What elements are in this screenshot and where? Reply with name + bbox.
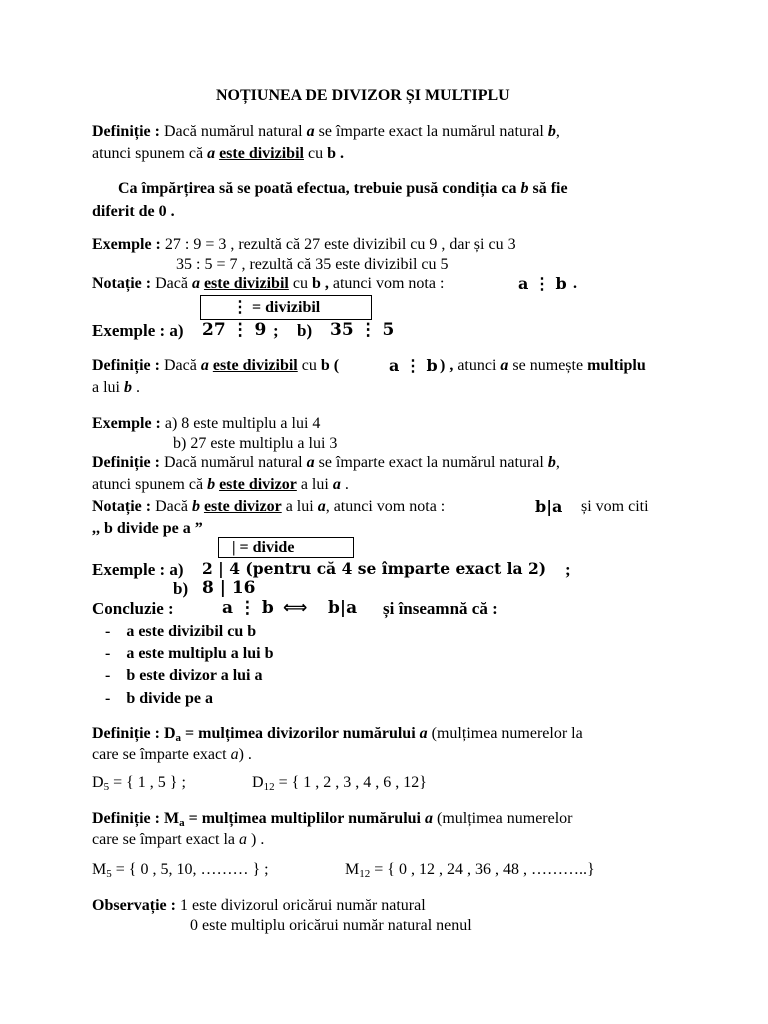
- set-m5: [92, 862, 269, 878]
- text: ) .: [247, 831, 265, 848]
- conclusion-formula-1: a ⋮ b: [222, 598, 274, 618]
- condition-line-1: [118, 181, 568, 197]
- text: = { 0 , 12 , 24 , 36 , 48 , ………..}: [370, 861, 595, 878]
- text: se împarte exact la numărul natural: [314, 454, 548, 471]
- text: Dacă: [151, 275, 192, 292]
- text: a lui: [296, 476, 333, 493]
- term-divisible: este divizibil: [203, 275, 289, 292]
- var-a: a: [200, 357, 209, 374]
- var-a: a: [191, 275, 200, 292]
- definition-label: Definiție :: [92, 123, 160, 140]
- notation-2-formula: b|a: [535, 497, 563, 516]
- definition-2-line-1-end: [440, 358, 646, 374]
- var-b: b: [547, 123, 556, 140]
- observation-line-2: 0 este multiplu oricărui număr natural nenul: [190, 917, 472, 934]
- conclusion-item-2: - a este multiplu a lui b: [105, 645, 274, 662]
- term-divisible: este divizibil: [212, 357, 298, 374]
- text: = mulțimea divizorilor numărului: [181, 725, 420, 742]
- definition-5-line-1: [92, 811, 573, 827]
- notation-1-dot: .: [573, 275, 577, 292]
- definition-label: Definiție :: [92, 357, 160, 374]
- set-m12: [345, 862, 595, 878]
- text: , atunci vom nota :: [325, 498, 446, 515]
- text: D: [92, 774, 104, 791]
- text: 12: [359, 868, 371, 880]
- var-b: b: [520, 180, 529, 197]
- example-separator: ;: [565, 560, 571, 579]
- var-b: b .: [327, 145, 344, 162]
- var-a: a: [306, 454, 315, 471]
- example-separator: ;: [273, 321, 279, 340]
- conclusion-formula-2: b|a: [328, 598, 358, 618]
- text: = { 1 , 2 , 3 , 4 , 6 , 12}: [274, 774, 427, 791]
- text: cu: [288, 275, 312, 292]
- text: Ca împărțirea să se poată efectua, trebuie pusă condiția ca: [118, 180, 521, 197]
- notation-1-line: [92, 276, 444, 292]
- text: care se împart exact la: [92, 831, 240, 848]
- text: ) ,: [440, 357, 454, 374]
- definition-label: Definiție :: [92, 810, 160, 827]
- legend-divisible-text: ⋮ = divizibil: [232, 299, 321, 316]
- examples-label: Exemple :: [92, 415, 161, 432]
- text: .: [340, 476, 349, 493]
- observation-line-1: [92, 898, 426, 914]
- text: atunci spunem că: [92, 145, 208, 162]
- term-divisible: este divizibil: [219, 145, 304, 162]
- text: (mulțimea numerelor: [433, 810, 573, 827]
- term-divisor: este divizor: [203, 498, 282, 515]
- text: D: [252, 774, 264, 791]
- var-b: b: [124, 379, 132, 396]
- text: Dacă numărul natural: [159, 123, 307, 140]
- definition-2-line-1: [92, 358, 339, 374]
- example-b-label: b): [297, 321, 313, 340]
- var-a: a: [230, 746, 239, 763]
- text: M: [92, 861, 107, 878]
- text: atunci vom nota :: [328, 275, 445, 292]
- text: se împarte exact la numărul natural: [314, 123, 548, 140]
- examples-label: Exemple : a): [92, 321, 184, 340]
- text: să fie: [528, 180, 568, 197]
- examples-label: Exemple :: [92, 236, 161, 253]
- var-a: a: [306, 123, 315, 140]
- example-35-div-5: 35 ⋮ 5: [330, 320, 395, 340]
- text: Dacă: [159, 357, 201, 374]
- conclusion-item-1: - a este divizibil cu b: [105, 623, 257, 640]
- example-2-divides-4: 2 | 4 (pentru că 4 se împarte exact la 2): [202, 559, 547, 578]
- text: .: [132, 379, 140, 396]
- text: ,: [555, 123, 560, 140]
- text: ) .: [238, 746, 252, 763]
- conclusion-item-4: - b divide pe a: [105, 690, 214, 707]
- var-b: b: [547, 454, 556, 471]
- text: a lui: [281, 498, 318, 515]
- examples-4-line-1: [92, 561, 184, 578]
- var-a: a: [425, 810, 433, 827]
- conclusion-text: și înseamnă că :: [383, 599, 498, 618]
- definition-1-line-1: [92, 124, 560, 140]
- examples-3-line-1: [92, 416, 320, 432]
- var-a: a: [332, 476, 341, 493]
- text: = mulțimea multiplilor numărului: [184, 810, 425, 827]
- text: D: [159, 725, 176, 742]
- text: M: [345, 861, 360, 878]
- var-b: b: [207, 476, 216, 493]
- definition-2-line-2: [92, 380, 140, 396]
- definition-label: Definiție :: [92, 725, 160, 742]
- var-b: b: [320, 357, 330, 374]
- text: ,: [555, 454, 560, 471]
- var-b: b: [191, 498, 200, 515]
- examples-label: Exemple : a): [92, 560, 184, 579]
- definition-4-line-2: [92, 747, 252, 763]
- var-a: a: [239, 831, 248, 848]
- var-b: b ,: [311, 275, 329, 292]
- set-d5: [92, 775, 186, 791]
- examples-1-line-2: 35 : 5 = 7 , rezultă că 35 este divizibil cu 5: [176, 256, 449, 273]
- var-a: a: [317, 498, 326, 515]
- text: a) 8 este multiplu a lui 4: [160, 415, 321, 432]
- observation-label: Observație :: [92, 897, 176, 914]
- text: (: [329, 357, 340, 374]
- text: Dacă numărul natural: [159, 454, 307, 471]
- text: 5: [106, 868, 112, 880]
- notation-1-formula: a ⋮ b: [518, 274, 567, 293]
- conclusion-label: Concluzie :: [92, 599, 174, 618]
- definition-3-line-1: [92, 455, 560, 471]
- notation-label: Notație :: [92, 275, 152, 292]
- text: a: [179, 817, 185, 829]
- text: 5: [103, 781, 110, 793]
- notation-2-line-2: ,, b divide pe a ”: [92, 520, 203, 537]
- examples-3-line-2: b) 27 este multiplu a lui 3: [173, 435, 338, 452]
- definition-5-line-2: [92, 832, 264, 848]
- definition-1-line-2: [92, 146, 344, 162]
- definition-label: Definiție :: [92, 454, 160, 471]
- var-a: a: [207, 145, 216, 162]
- text: a este divizibil cu b: [126, 623, 257, 640]
- text: a este multiplu a lui b: [126, 645, 274, 662]
- var-a: a: [419, 725, 428, 742]
- text: cu: [297, 357, 321, 374]
- notation-2-line-1: [92, 499, 445, 515]
- page-title: NOȚIUNEA DE DIVIZOR ȘI MULTIPLU: [216, 87, 510, 104]
- text: a: [175, 732, 182, 744]
- set-d12: [252, 775, 427, 791]
- example-27-div-9: 27 ⋮ 9: [202, 320, 267, 340]
- notation-2-read: și vom citi: [581, 498, 649, 515]
- text: cu: [303, 145, 328, 162]
- definition-2-formula: a ⋮ b: [389, 356, 438, 375]
- text: se numește: [508, 357, 588, 374]
- text: atunci spunem că: [92, 476, 208, 493]
- definition-4-line-1: [92, 726, 583, 742]
- equivalence-icon: ⟺: [283, 598, 308, 618]
- text: b este divizor a lui a: [126, 667, 263, 684]
- example-b-label: b): [173, 579, 189, 598]
- text: = { 0 , 5, 10, ……… } ;: [111, 861, 269, 878]
- var-a: a: [500, 357, 509, 374]
- text: a lui: [92, 379, 124, 396]
- conclusion-item-3: - b este divizor a lui a: [105, 667, 263, 684]
- notation-label: Notație :: [92, 498, 152, 515]
- text: 12: [263, 781, 275, 793]
- text: M: [159, 810, 180, 827]
- legend-divides-text: | = divide: [232, 539, 295, 556]
- text: atunci: [453, 357, 501, 374]
- text: care se împarte exact: [92, 746, 231, 763]
- text: = { 1 , 5 } ;: [109, 774, 186, 791]
- text: 1 este divizorul oricărui număr natural: [175, 897, 426, 914]
- term-multiple: multiplu: [587, 357, 646, 374]
- text: Dacă: [151, 498, 192, 515]
- example-8-divides-16: 8 | 16: [202, 578, 256, 598]
- examples-2-line: [92, 322, 184, 339]
- text: (mulțimea numerelor la: [427, 725, 583, 742]
- text: b divide pe a: [126, 690, 214, 707]
- examples-1-line-1: [92, 237, 516, 253]
- condition-line-2: diferit de 0 .: [92, 203, 175, 220]
- term-divisor: este divizor: [219, 476, 297, 493]
- text: 27 : 9 = 3 , rezultă că 27 este divizibil cu 9 , dar și cu 3: [160, 236, 516, 253]
- definition-3-line-2: [92, 477, 349, 493]
